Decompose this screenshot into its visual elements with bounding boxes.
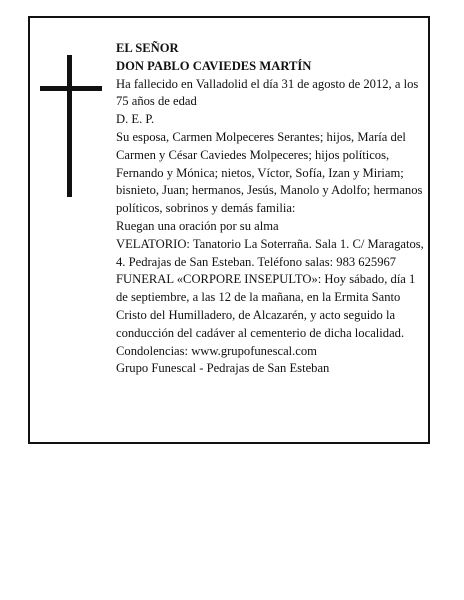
condolences-website: Condolencias: www.grupofunescal.com bbox=[116, 343, 317, 358]
funeral-company: Grupo Funescal - Pedrajas de San Esteban bbox=[116, 361, 330, 376]
obituary-notice bbox=[28, 16, 430, 444]
cross-horizontal-bar bbox=[40, 86, 102, 91]
notice-heading: EL SEÑOR bbox=[116, 41, 179, 55]
death-announcement: Ha fallecido en Valladolid el día 31 de agosto de 2012, a los 75 años de edad bbox=[116, 76, 419, 109]
obituary-text bbox=[116, 40, 428, 378]
cross-vertical-bar bbox=[67, 55, 72, 197]
family-list: Su esposa, Carmen Molpeceres Serantes; hijos, María del Carmen y César Caviedes Molpeceres; hijos políticos, Fernando y Mónica; nietos, Víctor, Sofía, Izan y Miriam; bisnieto, Juan; hermanos, Jesús, Manolo y Adolfo; hermanos políticos, sobrinos y demás familia: bbox=[116, 129, 423, 216]
deceased-name: DON PABLO CAVIEDES MARTÍN bbox=[116, 58, 312, 73]
wake-details: VELATORIO: Tanatorio La Soterraña. Sala 1. C/ Maragatos, 4. Pedrajas de San Esteban. Teléfono salas: 983 625967 bbox=[116, 236, 424, 269]
cross-icon bbox=[40, 55, 102, 197]
rest-in-peace: D. E. P. bbox=[116, 112, 155, 127]
prayer-request: Ruegan una oración por su alma bbox=[116, 218, 279, 233]
funeral-details: FUNERAL «CORPORE INSEPULTO»: Hoy sábado, día 1 de septiembre, a las 12 de la mañana, en la Ermita Santo Cristo del Humilladero, de Alcazarén, y acto seguido la conducción del cadáver al cementerio de dicha localidad. bbox=[116, 272, 416, 340]
